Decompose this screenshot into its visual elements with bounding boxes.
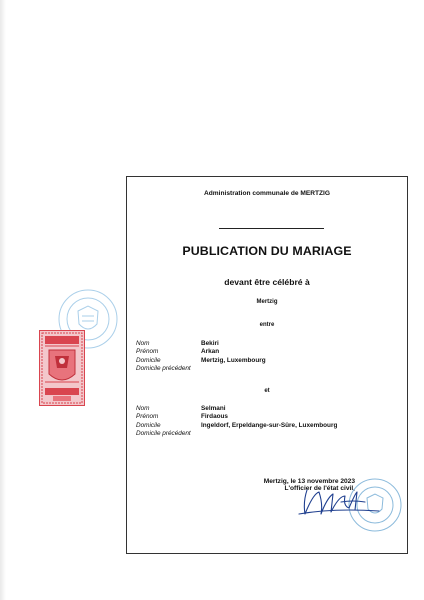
party-two-nom: Selmani [201,405,226,412]
party-two-domicile-row [136,422,401,430]
party-two-prenom-row [136,413,401,421]
signature-icon [293,484,383,520]
document-title: PUBLICATION DU MARIAGE [182,244,352,258]
party-one-domicile: Mertzig, Luxembourg [201,356,266,364]
date-line: Mertzig, le 13 novembre 2023 [263,478,355,485]
party-two-prenom: Firdaous [201,413,228,421]
domicile-precedent-label: Domicile précédent [136,429,191,437]
page-edge-shadow [0,0,6,600]
party-one-domicile-row [136,357,401,365]
party-one-prenom: Arkan [201,348,220,356]
party-one-domicile-precedent-row [136,365,401,373]
nom-label: Nom [136,405,150,412]
prenom-label: Prénom [136,348,159,356]
domicile-label: Domicile [136,356,161,364]
between-word: entre [259,322,275,328]
party-two [136,405,401,438]
and-word: et [264,388,270,394]
document-subtitle: devant être célébré à [224,277,310,287]
party-two-nom-row [136,405,401,413]
prenom-label: Prénom [136,413,159,421]
fiscal-stamp-icon [39,330,85,406]
issuing-authority: Administration communale de MERTZIG [203,190,331,197]
party-one-nom-row [136,340,401,348]
party-one-nom: Bekiri [201,340,219,347]
party-two-domicile: Ingeldorf, Erpeldange-sur-Sûre, Luxembourg [201,421,338,429]
party-one [136,340,401,373]
party-one-prenom-row [136,348,401,356]
publication-document [126,176,408,554]
nom-label: Nom [136,340,150,347]
party-two-domicile-precedent-row [136,430,401,438]
officer-line: L'officier de l'état civil, [284,485,355,492]
domicile-label: Domicile [136,421,161,429]
title-divider [219,228,324,229]
ceremony-place: Mertzig [256,299,278,305]
domicile-precedent-label: Domicile précédent [136,364,191,372]
